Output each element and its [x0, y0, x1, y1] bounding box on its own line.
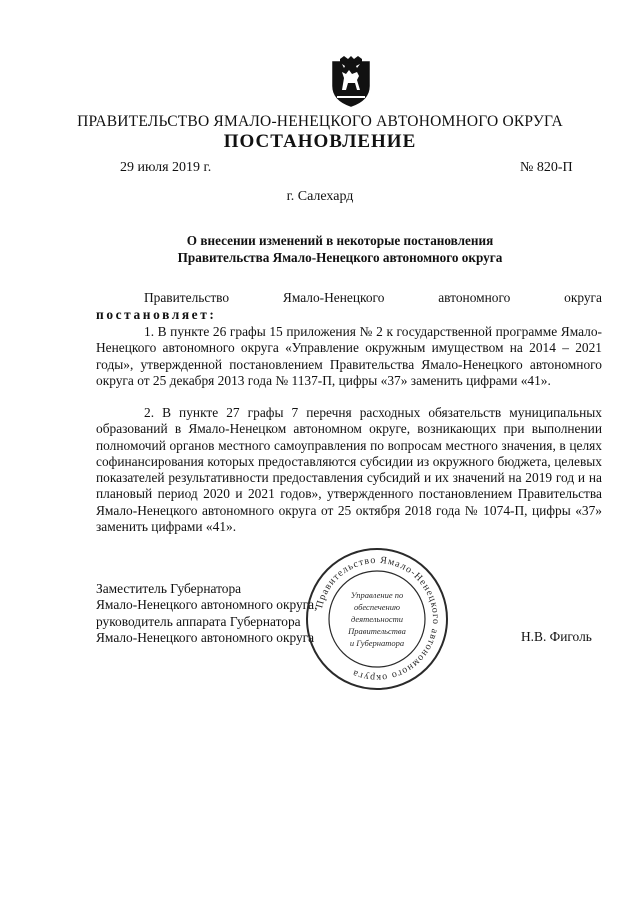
document-date: 29 июля 2019 г.: [120, 160, 212, 175]
title-line-1: О внесении изменений в некоторые постановления: [186, 233, 494, 248]
stamp-inner-line: Управление по: [350, 590, 404, 600]
paragraph-1: 1. В пункте 26 графы 15 приложения № 2 к государственной программе Ямало-Ненецкого автономного округа «Управление окружным имуществом на 2014 – 2021 годы», утвержденной постановлением Правительства Ямало-Ненецкого автономного округа от 25 декабря 2013 года № 1137-П, цифры «37» заменить цифрами «41».: [96, 324, 602, 388]
signatory-line: Ямало-Ненецкого автономного округа: [96, 630, 315, 646]
intro-word: Правительство: [144, 290, 230, 305]
stamp-inner-line: и Губернатора: [349, 638, 405, 648]
document-number: № 820-П: [520, 160, 573, 175]
document-title: [120, 233, 560, 266]
signatory-position: [96, 581, 317, 647]
signatory-line: руководитель аппарата Губернатора: [96, 613, 301, 629]
stamp-inner-line: Правительства: [348, 626, 406, 636]
document-city: г. Салехард: [286, 189, 354, 204]
stamp-inner-line: деятельности: [350, 614, 404, 624]
intro-word: Ямало-Ненецкого: [282, 290, 385, 305]
official-stamp: [304, 546, 450, 692]
intro-line: [96, 290, 602, 307]
government-name: ПРАВИТЕЛЬСТВО ЯМАЛО-НЕНЕЦКОГО АВТОНОМНОГО ОКРУГА: [77, 113, 563, 130]
coat-of-arms-icon: [330, 56, 372, 108]
intro-word: автономного: [438, 290, 511, 305]
intro-word: округа: [564, 290, 602, 305]
intro-statement: [96, 290, 602, 323]
paragraph-2: 2. В пункте 27 графы 7 перечня расходных обязательств муниципальных образований в Ямало-Ненецком автономном округе, возникающих при выполнении полномочий органов местного самоуправления по вопросам местного значения, в целях софинансирования которых предоставляются субсидии из окружного бюджета, целевых показателей результативности предоставления субсидий и их значений на 2019 год и на плановый период 2020 и 2021 годов», утвержденного постановлением Правительства Ямало-Ненецкого автономного округа от 25 октября 2018 года № 1074-П, цифры «37» заменить цифрами «41».: [96, 405, 602, 535]
stamp-ring-text: Правительство Ямало-Ненецкого автономного округа: [314, 554, 442, 684]
signatory-name: Н.В. Фиголь: [521, 629, 592, 644]
intro-verb: постановляет:: [96, 306, 217, 322]
title-line-2: Правительства Ямало-Ненецкого автономного округа: [177, 249, 503, 265]
stamp-inner-line: обеспечению: [353, 602, 401, 612]
signatory-line: Заместитель Губернатора: [96, 581, 242, 596]
document-type: ПОСТАНОВЛЕНИЕ: [223, 131, 417, 152]
signatory-line: Ямало-Ненецкого автономного округа,: [96, 597, 318, 613]
